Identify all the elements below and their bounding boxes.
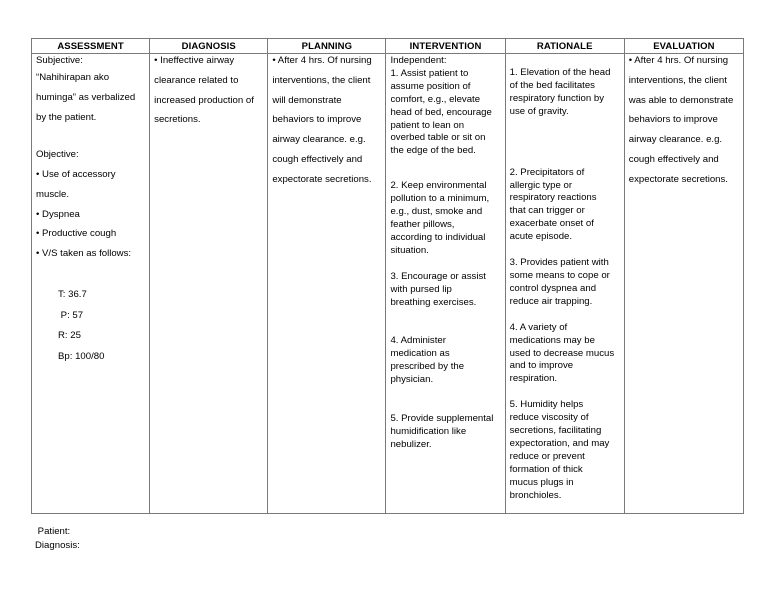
patient-label: Patient:	[35, 526, 71, 537]
vital-temperature: T: 36.7	[58, 289, 87, 301]
evaluation-text: • After 4 hrs. Of nursing interventions, the client was able to demonstrate behaviors to improve airway clearance. e.g. cough effectively and expectorate secretions.	[628, 55, 734, 185]
objective-item: • V/S taken as follows:	[36, 248, 132, 260]
nursing-care-plan-table	[31, 38, 744, 514]
objective-item: • Dyspnea	[36, 208, 80, 220]
diagnosis-text: • Ineffective airway clearance related to increased production of secretions.	[154, 55, 254, 126]
diagnosis-label: Diagnosis:	[35, 540, 80, 551]
header-evaluation: EVALUATION	[624, 39, 743, 54]
header-intervention: INTERVENTION	[386, 39, 505, 54]
intervention-item: 4. Administer medication as prescribed by the physician.	[390, 335, 465, 386]
objective-item: • Use of accessory muscle.	[36, 169, 116, 200]
vital-pulse: P: 57	[58, 309, 84, 321]
assessment-cell	[32, 54, 150, 514]
objective-item: • Productive cough	[36, 228, 117, 240]
rationale-item: 4. A variety of medications may be used to decrease mucus and to improve respiration.	[509, 321, 615, 385]
rationale-item: 5. Humidity helps reduce viscosity of secretions, facilitating expectoration, and may reduce or prevent formation of thick mucus plugs in bronchioles.	[509, 399, 610, 501]
rationale-item: 1. Elevation of the head of the bed facilitates respiratory function by use of gravity.	[509, 67, 611, 117]
diagnosis-cell	[150, 54, 268, 514]
intervention-item: 1. Assist patient to assume position of comfort, e.g., elevate head of bed, encourage patient to lean on overbed table or sit on the edge of the bed.	[390, 67, 492, 157]
rationale-item: 3. Provides patient with some means to cope or control dyspnea and reduce air trapping.	[509, 257, 610, 307]
intervention-cell	[386, 54, 505, 514]
header-diagnosis: DIAGNOSIS	[150, 39, 268, 54]
subjective-label: Subjective:	[36, 55, 83, 66]
evaluation-cell	[624, 54, 743, 514]
header-assessment: ASSESSMENT	[32, 39, 150, 54]
intervention-item: 5. Provide supplemental humidification like nebulizer.	[390, 413, 494, 450]
header-rationale: RATIONALE	[505, 39, 624, 54]
intervention-label: Independent:	[390, 55, 447, 66]
vital-blood-pressure: Bp: 100/80	[58, 350, 105, 362]
rationale-item: 2. Precipitators of allergic type or respiratory reactions that can trigger or exacerbate onset of acute episode.	[509, 166, 597, 243]
subjective-text: “Nahihirapan ako huminga” as verbalized by the patient.	[36, 71, 136, 123]
rationale-cell	[505, 54, 624, 514]
planning-cell	[268, 54, 386, 514]
planning-text: • After 4 hrs. Of nursing interventions, the client will demonstrate behaviors to improve airway clearance. e.g. cough effectively and expectorate secretions.	[272, 55, 372, 185]
intervention-item: 3. Encourage or assist with pursed lip breathing exercises.	[390, 270, 486, 308]
vital-respiration: R: 25	[58, 330, 81, 342]
header-planning: PLANNING	[268, 39, 386, 54]
vital-signs-list	[36, 285, 145, 367]
intervention-item: 2. Keep environmental pollution to a minimum, e.g., dust, smoke and feather pillows, according to individual situation.	[390, 180, 490, 256]
objective-label: Objective:	[36, 149, 79, 161]
content-row	[32, 54, 744, 514]
